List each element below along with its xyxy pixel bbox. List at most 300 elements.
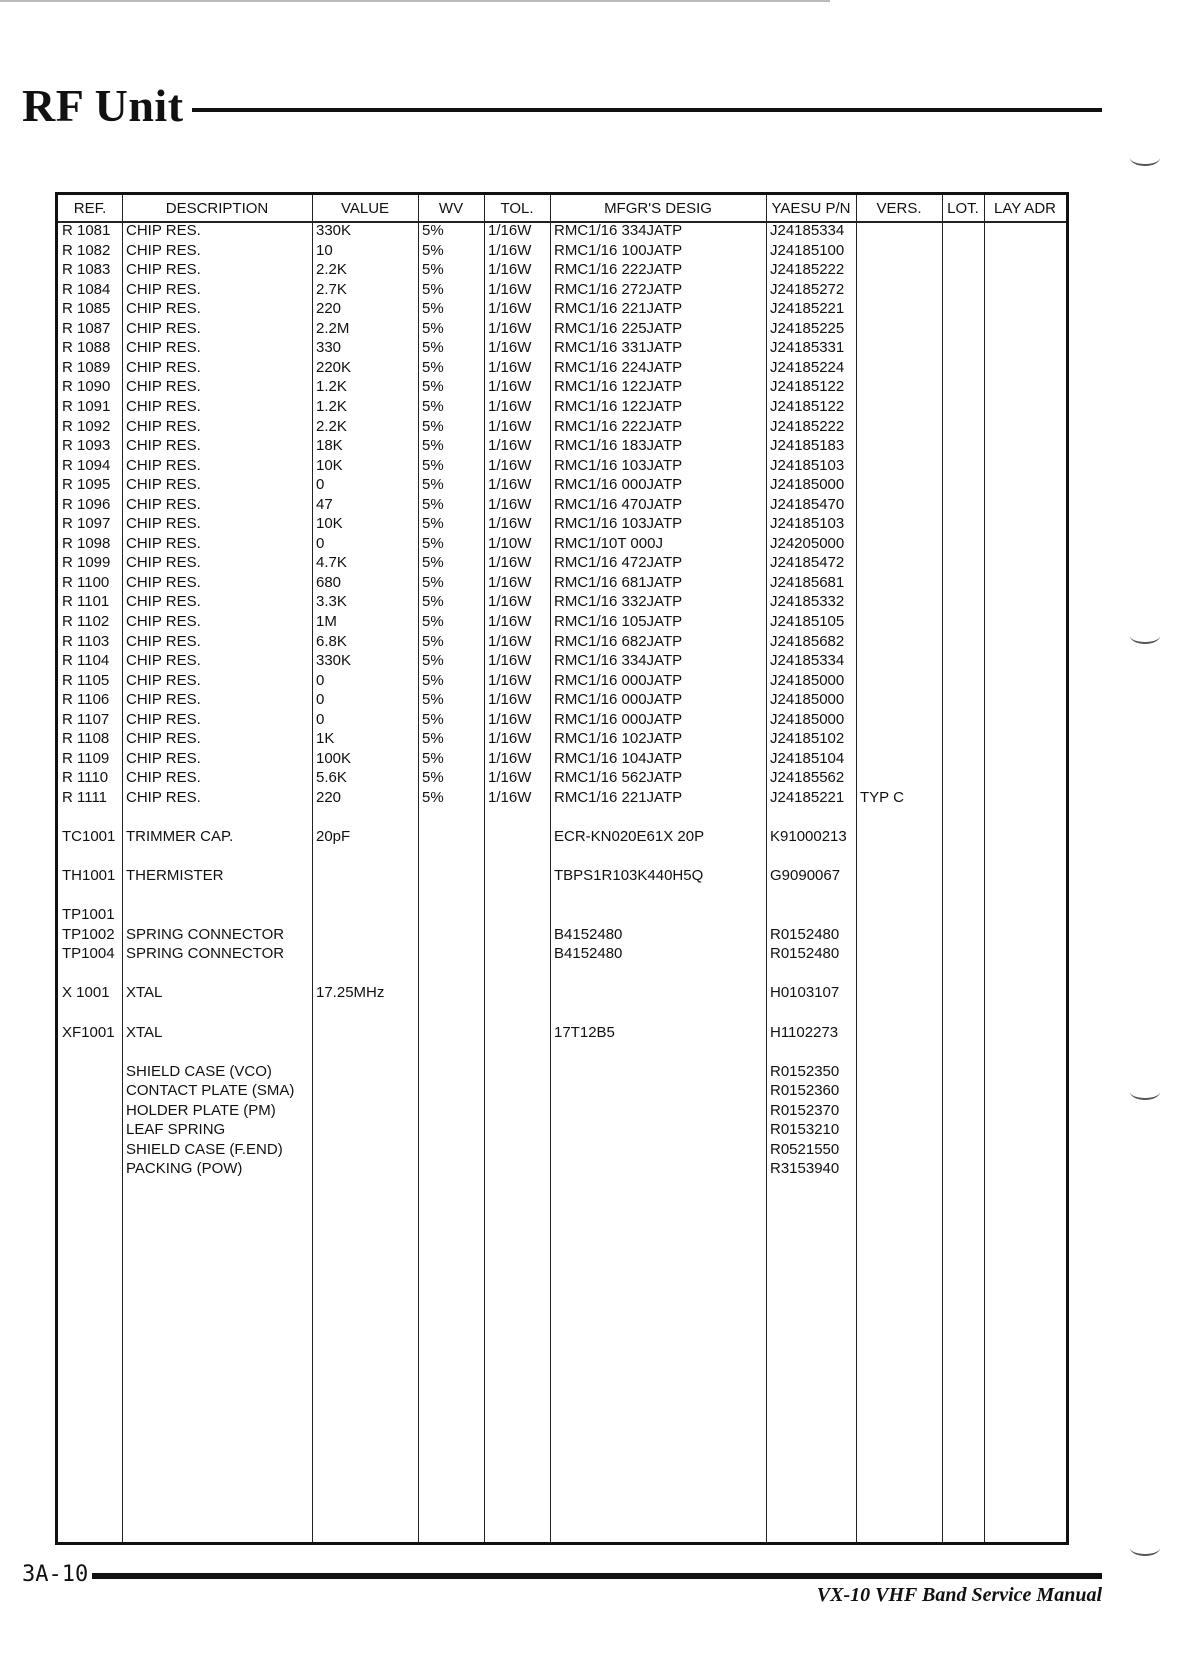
table-row <box>58 260 1066 279</box>
cell-tol: 1/16W <box>488 593 532 611</box>
table-row <box>58 573 1066 592</box>
column-header: YAESU P/N <box>771 200 851 217</box>
table-row <box>58 710 1066 729</box>
table-row <box>58 651 1066 670</box>
cell-ref: TP1001 <box>62 906 115 924</box>
column-divider <box>942 195 943 1542</box>
cell-value: 2.2K <box>316 261 347 279</box>
cell-desc: CONTACT PLATE (SMA) <box>126 1082 295 1100</box>
cell-wv: 5% <box>422 671 444 689</box>
cell-desc: CHIP RES. <box>126 593 201 611</box>
footer-rule <box>92 1573 1102 1579</box>
manual-title: VX-10 VHF Band Service Manual <box>816 1584 1102 1606</box>
table-row <box>58 729 1066 748</box>
page-number: 3A-10 <box>22 1562 89 1587</box>
cell-wv: 5% <box>422 788 444 806</box>
cell-ref: R 1102 <box>62 613 110 630</box>
cell-desc: CHIP RES. <box>126 358 201 376</box>
cell-value: 330K <box>316 222 352 239</box>
cell-desc: XTAL <box>126 1023 163 1041</box>
cell-mfgr: RMC1/16 470JATP <box>554 495 683 513</box>
cell-wv: 5% <box>422 300 444 318</box>
cell-desc: CHIP RES. <box>126 300 201 318</box>
cell-desc: CHIP RES. <box>126 495 201 513</box>
cell-value: 47 <box>316 495 333 513</box>
binder-hole-mark <box>1130 1540 1160 1556</box>
cell-tol: 1/16W <box>488 769 532 787</box>
cell-ref: TP1004 <box>62 945 115 963</box>
cell-ref: R 1108 <box>62 730 110 748</box>
column-header: MFGR'S DESIG <box>604 200 712 217</box>
cell-wv: 5% <box>422 710 444 728</box>
cell-wv: 5% <box>422 769 444 787</box>
cell-desc: CHIP RES. <box>126 613 201 630</box>
cell-pn: J24185122 <box>770 397 845 415</box>
table-row <box>58 1042 1066 1061</box>
cell-mfgr: RMC1/16 122JATP <box>554 378 683 396</box>
cell-wv: 5% <box>422 378 444 396</box>
cell-value: 220 <box>316 788 342 806</box>
section-header <box>22 78 1102 138</box>
cell-wv: 5% <box>422 358 444 376</box>
cell-mfgr: RMC1/16 104JATP <box>554 749 683 767</box>
cell-value: 1K <box>316 730 335 748</box>
cell-value: 3.3K <box>316 593 347 611</box>
table-row <box>58 534 1066 553</box>
cell-wv: 5% <box>422 554 444 572</box>
table-row <box>58 827 1066 846</box>
cell-wv: 5% <box>422 397 444 415</box>
cell-desc: XTAL <box>126 984 163 1002</box>
cell-pn: J24185562 <box>770 769 845 787</box>
cell-value: 10K <box>316 515 343 533</box>
table-row <box>58 866 1066 885</box>
cell-desc: CHIP RES. <box>126 456 201 474</box>
cell-mfgr: RMC1/16 225JATP <box>554 319 683 337</box>
cell-desc: HOLDER PLATE (PM) <box>126 1101 276 1119</box>
cell-mfgr: RMC1/16 000JATP <box>554 710 683 728</box>
cell-wv: 5% <box>422 417 444 435</box>
cell-desc: CHIP RES. <box>126 671 201 689</box>
cell-ref: TP1002 <box>62 925 115 943</box>
title-rule <box>192 108 1102 112</box>
cell-pn: J24185000 <box>770 710 845 728</box>
cell-desc: CHIP RES. <box>126 554 201 572</box>
table-row <box>58 319 1066 338</box>
binder-hole-mark <box>1130 1084 1160 1100</box>
cell-tol: 1/16W <box>488 378 532 396</box>
cell-desc: CHIP RES. <box>126 534 201 552</box>
cell-pn: J24185100 <box>770 241 845 259</box>
cell-tol: 1/16W <box>488 339 532 357</box>
table-row <box>58 221 1066 240</box>
cell-pn: J24185102 <box>770 730 845 748</box>
cell-ref: R 1087 <box>62 319 111 337</box>
cell-value: 1.2K <box>316 397 347 415</box>
cell-ref: TH1001 <box>62 867 116 885</box>
cell-pn: R0152350 <box>770 1062 840 1080</box>
cell-value: 0 <box>316 476 325 494</box>
table-row <box>58 983 1066 1002</box>
cell-tol: 1/16W <box>488 397 532 415</box>
cell-value: 100K <box>316 749 352 767</box>
cell-value: 1.2K <box>316 378 347 396</box>
cell-desc: SPRING CONNECTOR <box>126 925 285 943</box>
table-row <box>58 905 1066 924</box>
cell-value: 1M <box>316 613 337 630</box>
cell-tol: 1/16W <box>488 358 532 376</box>
cell-pn: J24185104 <box>770 749 845 767</box>
cell-mfgr: RMC1/16 334JATP <box>554 222 683 239</box>
cell-wv: 5% <box>422 495 444 513</box>
cell-desc: CHIP RES. <box>126 222 201 239</box>
cell-ref: R 1111 <box>62 788 108 806</box>
cell-value: 220K <box>316 358 352 376</box>
cell-pn: J24185000 <box>770 671 845 689</box>
cell-mfgr: RMC1/16 103JATP <box>554 515 683 533</box>
cell-wv: 5% <box>422 241 444 259</box>
column-divider <box>312 195 313 1542</box>
table-row <box>58 808 1066 827</box>
cell-desc: CHIP RES. <box>126 476 201 494</box>
cell-pn: H1102273 <box>770 1023 839 1041</box>
column-divider <box>122 195 123 1542</box>
table-row <box>58 358 1066 377</box>
cell-ref: R 1103 <box>62 632 110 650</box>
cell-tol: 1/16W <box>488 417 532 435</box>
cell-value: 330K <box>316 652 352 670</box>
cell-ref: R 1104 <box>62 652 110 670</box>
cell-tol: 1/16W <box>488 613 532 630</box>
cell-wv: 5% <box>422 593 444 611</box>
cell-pn: J24185334 <box>770 652 845 670</box>
cell-tol: 1/16W <box>488 788 532 806</box>
cell-tol: 1/16W <box>488 710 532 728</box>
cell-mfgr: RMC1/16 222JATP <box>554 417 683 435</box>
cell-desc: CHIP RES. <box>126 261 201 279</box>
cell-vers: TYP C <box>860 788 904 806</box>
cell-ref: R 1094 <box>62 456 111 474</box>
cell-tol: 1/16W <box>488 261 532 279</box>
cell-pn: R0152480 <box>770 945 840 963</box>
cell-pn: J24185122 <box>770 378 845 396</box>
cell-ref: R 1084 <box>62 280 111 298</box>
cell-mfgr: 17T12B5 <box>554 1023 615 1041</box>
cell-pn: J24185472 <box>770 554 845 572</box>
cell-mfgr: RMC1/16 224JATP <box>554 358 683 376</box>
cell-pn: J24185221 <box>770 300 845 318</box>
column-divider <box>550 195 551 1542</box>
cell-pn: H0103107 <box>770 984 840 1002</box>
cell-pn: J24185334 <box>770 222 845 239</box>
table-row <box>58 847 1066 866</box>
cell-wv: 5% <box>422 749 444 767</box>
cell-wv: 5% <box>422 280 444 298</box>
cell-mfgr: RMC1/16 122JATP <box>554 397 683 415</box>
table-row <box>58 1140 1066 1159</box>
cell-mfgr: RMC1/16 334JATP <box>554 652 683 670</box>
cell-value: 5.6K <box>316 769 347 787</box>
column-header: VERS. <box>876 200 922 217</box>
column-divider <box>984 195 985 1542</box>
cell-ref: R 1093 <box>62 437 111 455</box>
table-row <box>58 495 1066 514</box>
column-header: DESCRIPTION <box>165 200 269 217</box>
cell-pn: R3153940 <box>770 1160 840 1178</box>
cell-ref: R 1107 <box>62 710 110 728</box>
cell-ref: R 1109 <box>62 749 110 767</box>
table-row <box>58 1101 1066 1120</box>
cell-mfgr: RMC1/16 682JATP <box>554 632 683 650</box>
cell-value: 4.7K <box>316 554 347 572</box>
cell-pn: J24185103 <box>770 456 845 474</box>
cell-wv: 5% <box>422 339 444 357</box>
cell-ref: R 1095 <box>62 476 111 494</box>
cell-desc: CHIP RES. <box>126 632 201 650</box>
table-row <box>58 1159 1066 1178</box>
cell-desc: CHIP RES. <box>126 437 201 455</box>
cell-value: 2.2K <box>316 417 347 435</box>
table-row <box>58 632 1066 651</box>
cell-pn: J24185221 <box>770 788 845 806</box>
cell-wv: 5% <box>422 632 444 650</box>
cell-value: 0 <box>316 710 325 728</box>
cell-ref: R 1097 <box>62 515 111 533</box>
column-header: WV <box>438 200 464 217</box>
cell-mfgr: B4152480 <box>554 925 623 943</box>
cell-tol: 1/16W <box>488 515 532 533</box>
cell-mfgr: TBPS1R103K440H5Q <box>554 867 704 885</box>
cell-desc: SHIELD CASE (VCO) <box>126 1062 272 1080</box>
column-divider <box>856 195 857 1542</box>
cell-ref: R 1088 <box>62 339 111 357</box>
cell-mfgr: RMC1/16 183JATP <box>554 437 683 455</box>
cell-value: 20pF <box>316 828 351 846</box>
table-row <box>58 1003 1066 1022</box>
cell-desc: LEAF SPRING <box>126 1121 226 1139</box>
cell-pn: R0521550 <box>770 1140 840 1158</box>
cell-mfgr: RMC1/16 331JATP <box>554 339 683 357</box>
cell-mfgr: RMC1/16 562JATP <box>554 769 683 787</box>
cell-mfgr: RMC1/16 332JATP <box>554 593 683 611</box>
cell-wv: 5% <box>422 652 444 670</box>
cell-pn: J24185000 <box>770 476 845 494</box>
cell-ref: R 1090 <box>62 378 111 396</box>
cell-desc: CHIP RES. <box>126 417 201 435</box>
cell-ref: XF1001 <box>62 1023 115 1041</box>
cell-desc: CHIP RES. <box>126 691 201 709</box>
cell-value: 330 <box>316 339 342 357</box>
cell-ref: R 1098 <box>62 534 111 552</box>
cell-ref: R 1083 <box>62 261 111 279</box>
cell-wv: 5% <box>422 456 444 474</box>
cell-tol: 1/16W <box>488 300 532 318</box>
cell-ref: R 1082 <box>62 241 111 259</box>
column-header: REF. <box>73 200 107 217</box>
cell-pn: J24185225 <box>770 319 845 337</box>
cell-pn: J24185105 <box>770 613 845 630</box>
cell-mfgr: RMC1/16 100JATP <box>554 241 683 259</box>
cell-desc: CHIP RES. <box>126 378 201 396</box>
cell-desc: CHIP RES. <box>126 749 201 767</box>
cell-wv: 5% <box>422 573 444 591</box>
cell-desc: SPRING CONNECTOR <box>126 945 285 963</box>
cell-ref: R 1091 <box>62 397 111 415</box>
cell-tol: 1/16W <box>488 241 532 259</box>
cell-pn: J24185331 <box>770 339 845 357</box>
cell-mfgr: RMC1/16 681JATP <box>554 573 683 591</box>
column-divider <box>484 195 485 1542</box>
cell-wv: 5% <box>422 437 444 455</box>
table-row <box>58 553 1066 572</box>
cell-tol: 1/16W <box>488 671 532 689</box>
cell-desc: PACKING (POW) <box>126 1160 243 1178</box>
cell-pn: J24185222 <box>770 261 845 279</box>
cell-value: 2.2M <box>316 319 350 337</box>
cell-tol: 1/16W <box>488 280 532 298</box>
cell-mfgr: RMC1/16 000JATP <box>554 691 683 709</box>
cell-tol: 1/16W <box>488 573 532 591</box>
table-row <box>58 377 1066 396</box>
cell-value: 0 <box>316 534 325 552</box>
cell-desc: CHIP RES. <box>126 573 201 591</box>
cell-pn: J24185222 <box>770 417 845 435</box>
cell-mfgr: RMC1/16 222JATP <box>554 261 683 279</box>
cell-desc: CHIP RES. <box>126 397 201 415</box>
table-row <box>58 456 1066 475</box>
table-row <box>58 768 1066 787</box>
cell-tol: 1/16W <box>488 632 532 650</box>
table-row <box>58 475 1066 494</box>
cell-value: 18K <box>316 437 343 455</box>
column-divider <box>766 195 767 1542</box>
column-header: VALUE <box>340 200 390 217</box>
cell-mfgr: RMC1/16 472JATP <box>554 554 683 572</box>
cell-ref: R 1106 <box>62 691 110 709</box>
cell-mfgr: RMC1/16 000JATP <box>554 476 683 494</box>
cell-pn: J24185000 <box>770 691 845 709</box>
cell-pn: J24185332 <box>770 593 845 611</box>
cell-desc: THERMISTER <box>126 867 224 885</box>
cell-tol: 1/16W <box>488 476 532 494</box>
table-row <box>58 886 1066 905</box>
cell-tol: 1/10W <box>488 534 532 552</box>
cell-pn: J24185183 <box>770 437 845 455</box>
cell-value: 6.8K <box>316 632 347 650</box>
cell-desc: TRIMMER CAP. <box>126 828 234 846</box>
cell-tol: 1/16W <box>488 730 532 748</box>
section-title: RF Unit <box>22 80 184 131</box>
table-row <box>58 749 1066 768</box>
top-edge-rule <box>0 0 830 2</box>
cell-pn: J24185470 <box>770 495 845 513</box>
cell-wv: 5% <box>422 534 444 552</box>
cell-value: 10K <box>316 456 343 474</box>
cell-ref: R 1096 <box>62 495 111 513</box>
cell-desc: CHIP RES. <box>126 788 201 806</box>
cell-pn: R0152370 <box>770 1101 840 1119</box>
cell-ref: R 1092 <box>62 417 111 435</box>
table-row <box>58 338 1066 357</box>
table-row <box>58 417 1066 436</box>
table-row <box>58 671 1066 690</box>
column-header: LAY ADR <box>994 200 1056 217</box>
cell-desc: CHIP RES. <box>126 769 201 787</box>
cell-desc: CHIP RES. <box>126 515 201 533</box>
cell-wv: 5% <box>422 730 444 748</box>
cell-wv: 5% <box>422 261 444 279</box>
cell-mfgr: RMC1/10T 000J <box>554 534 663 552</box>
table-row <box>58 1062 1066 1081</box>
cell-pn: R0152480 <box>770 925 840 943</box>
table-row <box>58 690 1066 709</box>
cell-wv: 5% <box>422 222 444 239</box>
cell-desc: CHIP RES. <box>126 710 201 728</box>
cell-value: 2.7K <box>316 280 347 298</box>
cell-mfgr: RMC1/16 103JATP <box>554 456 683 474</box>
cell-wv: 5% <box>422 476 444 494</box>
cell-mfgr: B4152480 <box>554 945 623 963</box>
table-row <box>58 299 1066 318</box>
parts-list-table <box>55 192 1069 1545</box>
cell-tol: 1/16W <box>488 456 532 474</box>
cell-wv: 5% <box>422 691 444 709</box>
cell-ref: R 1101 <box>62 593 110 611</box>
table-row <box>58 280 1066 299</box>
cell-desc: SHIELD CASE (F.END) <box>126 1140 283 1158</box>
cell-pn: J24185103 <box>770 515 845 533</box>
cell-desc: CHIP RES. <box>126 280 201 298</box>
cell-mfgr: RMC1/16 272JATP <box>554 280 683 298</box>
cell-ref: R 1099 <box>62 554 111 572</box>
cell-ref: X 1001 <box>62 984 110 1002</box>
table-row <box>58 397 1066 416</box>
table-row <box>58 1081 1066 1100</box>
cell-wv: 5% <box>422 613 444 630</box>
binder-hole-mark <box>1130 150 1160 166</box>
cell-tol: 1/16W <box>488 495 532 513</box>
cell-pn: R0152360 <box>770 1082 840 1100</box>
binder-hole-mark <box>1130 628 1160 644</box>
cell-mfgr: RMC1/16 000JATP <box>554 671 683 689</box>
table-row <box>58 612 1066 631</box>
cell-pn: J24185224 <box>770 358 845 376</box>
cell-tol: 1/16W <box>488 652 532 670</box>
cell-desc: CHIP RES. <box>126 652 201 670</box>
cell-mfgr: ECR-KN020E61X 20P <box>554 828 705 846</box>
table-row <box>58 1023 1066 1042</box>
cell-tol: 1/16W <box>488 222 532 239</box>
cell-pn: J24185681 <box>770 573 845 591</box>
cell-pn: J24185272 <box>770 280 845 298</box>
cell-pn: J24205000 <box>770 534 845 552</box>
table-row <box>58 788 1066 807</box>
column-header: TOL. <box>500 200 534 217</box>
cell-ref: R 1105 <box>62 671 110 689</box>
cell-wv: 5% <box>422 319 444 337</box>
cell-value: 0 <box>316 691 325 709</box>
cell-value: 220 <box>316 300 342 318</box>
table-row <box>58 925 1066 944</box>
table-row <box>58 964 1066 983</box>
cell-pn: K91000213 <box>770 828 847 846</box>
cell-value: 17.25MHz <box>316 984 385 1002</box>
cell-ref: R 1100 <box>62 573 110 591</box>
cell-pn: J24185682 <box>770 632 845 650</box>
cell-tol: 1/16W <box>488 554 532 572</box>
cell-ref: R 1085 <box>62 300 111 318</box>
cell-pn: G9090067 <box>770 867 841 885</box>
